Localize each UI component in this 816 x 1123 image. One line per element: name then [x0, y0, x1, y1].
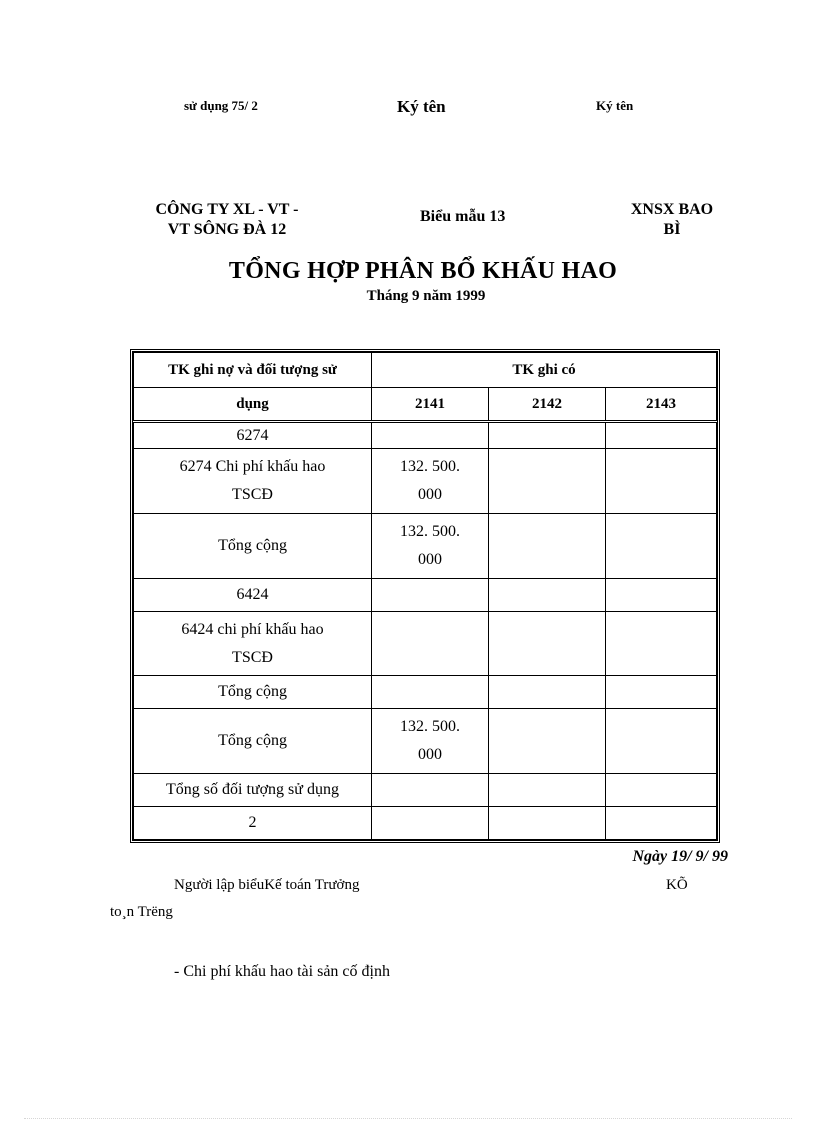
- footnote: - Chi phí khấu hao tài sản cố định: [174, 963, 390, 980]
- row-label: Tổng cộng: [134, 709, 372, 774]
- cell-2141: 132. 500. 000: [372, 449, 489, 514]
- depreciation-table-grid: [133, 352, 717, 840]
- cell-2142: [489, 611, 606, 676]
- header-col-2143: 2143: [606, 388, 717, 422]
- row-label: Tổng cộng: [134, 676, 372, 709]
- form-number: Biểu mẫu 13: [420, 208, 506, 225]
- cell-2142: [489, 774, 606, 807]
- table-row: [134, 578, 717, 611]
- depreciation-table: [130, 349, 720, 843]
- signers-line: Người lập biểuKế toán Trưởng: [174, 877, 360, 893]
- company-name-line2: VT SÔNG ĐÀ 12: [167, 221, 287, 238]
- row-label: Tổng số đối tượng sử dụng: [134, 774, 372, 807]
- table-row: [134, 676, 717, 709]
- cell-2142: [489, 513, 606, 578]
- cell-2142: [489, 578, 606, 611]
- cell-2141: [372, 422, 489, 449]
- row-label: Tổng cộng: [134, 513, 372, 578]
- signer-continuation: to¸n Trëng: [110, 904, 173, 920]
- row-label: 6274: [134, 422, 372, 449]
- cell-2141: [372, 774, 489, 807]
- row-label: 6424 chi phí khấu hao TSCĐ: [134, 611, 372, 676]
- cell-2143: [606, 709, 717, 774]
- cell-2143: [606, 611, 717, 676]
- header-col-2141: 2141: [372, 388, 489, 422]
- signer-right: KÕ: [666, 877, 688, 893]
- header-debit-account-cont: dụng: [134, 388, 372, 422]
- row-label: 6424: [134, 578, 372, 611]
- cell-2143: [606, 774, 717, 807]
- signature-left-text: sử dụng 75/ 2: [184, 98, 258, 113]
- table-row: [134, 807, 717, 840]
- cell-2142: [489, 449, 606, 514]
- cell-2143: [606, 513, 717, 578]
- cell-2141: 132. 500. 000: [372, 513, 489, 578]
- cell-2142: [489, 807, 606, 840]
- page-title: TỔNG HỢP PHÂN BỔ KHẤU HAO: [228, 258, 618, 284]
- table-row: [134, 513, 717, 578]
- company-name: [120, 200, 334, 240]
- page-subtitle: Tháng 9 năm 1999: [366, 288, 486, 304]
- row-label: 2: [134, 807, 372, 840]
- signature-right-text: Ký tên: [596, 98, 634, 113]
- table-row: [134, 774, 717, 807]
- cell-2142: [489, 676, 606, 709]
- cell-2141: [372, 578, 489, 611]
- cell-2142: [489, 422, 606, 449]
- table-row: [134, 449, 717, 514]
- table-row: [134, 611, 717, 676]
- report-date: Ngày 19/ 9/ 99: [632, 848, 728, 865]
- page-bottom-divider: [24, 1118, 792, 1119]
- cell-2142: [489, 709, 606, 774]
- cell-2143: [606, 449, 717, 514]
- table-header-row-1: [134, 353, 717, 388]
- cell-2143: [606, 807, 717, 840]
- row-label: 6274 Chi phí khấu hao TSCĐ: [134, 449, 372, 514]
- table-header-row-2: [134, 388, 717, 422]
- cell-2141: [372, 807, 489, 840]
- department-name: [610, 200, 734, 240]
- cell-2141: [372, 676, 489, 709]
- header-col-2142: 2142: [489, 388, 606, 422]
- header-debit-account: TK ghi nợ và đối tượng sử: [134, 353, 372, 388]
- department-name-line1: XNSX BAO: [630, 201, 714, 218]
- header-credit-account-group: TK ghi có: [372, 353, 717, 388]
- table-row: [134, 709, 717, 774]
- department-name-line2: BÌ: [663, 221, 681, 238]
- cell-2141: 132. 500. 000: [372, 709, 489, 774]
- cell-2143: [606, 676, 717, 709]
- cell-2141: [372, 611, 489, 676]
- cell-2143: [606, 422, 717, 449]
- signature-middle-text: Ký tên: [397, 97, 446, 116]
- cell-2143: [606, 578, 717, 611]
- table-row: [134, 422, 717, 449]
- company-name-line1: CÔNG TY XL - VT -: [155, 201, 299, 218]
